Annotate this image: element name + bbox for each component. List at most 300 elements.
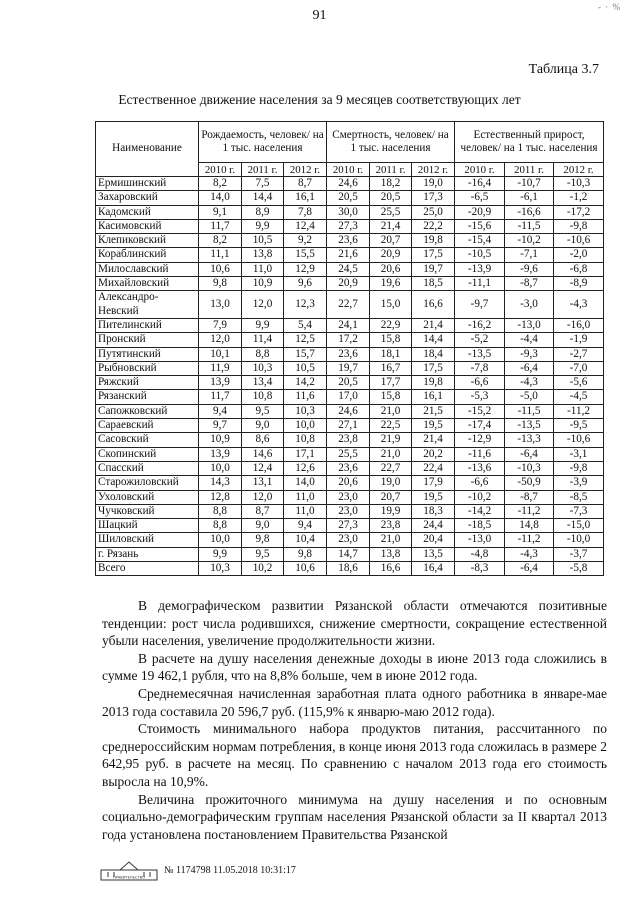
value-cell: -9,7 [455,291,505,319]
value-cell: -11,5 [505,219,554,233]
value-cell: -13,6 [455,461,505,475]
value-cell: 25,5 [370,205,412,219]
value-cell: 19,8 [412,376,455,390]
value-cell: 15,0 [370,291,412,319]
value-cell: 20,2 [412,447,455,461]
value-cell: 8,2 [199,177,242,191]
year-header: 2012 г. [554,163,604,177]
value-cell: -13,5 [505,419,554,433]
value-cell: 18,5 [412,277,455,291]
page-number: 91 [312,8,327,23]
district-name-cell: Спасский [96,461,199,475]
value-cell: 9,5 [242,404,284,418]
value-cell: 22,7 [327,291,370,319]
district-name-cell: Сараевский [96,419,199,433]
value-cell: 13,8 [370,547,412,561]
district-name-cell: г. Рязань [96,547,199,561]
value-cell: -16,0 [554,318,604,332]
value-cell: -2,0 [554,248,604,262]
table-row [96,219,604,233]
value-cell: 19,9 [370,504,412,518]
district-name-cell: Чучковский [96,504,199,518]
value-cell: -5,6 [554,376,604,390]
value-cell: 20,5 [370,191,412,205]
value-cell: 15,7 [284,347,327,361]
value-cell: 15,8 [370,333,412,347]
value-cell: 20,7 [370,490,412,504]
district-name-cell: Александро-Невский [96,291,199,319]
value-cell: 21,4 [370,219,412,233]
birth-rate-header: Рождаемость, человек/ на 1 тыс. населения [199,122,327,163]
value-cell: 9,8 [242,533,284,547]
table-row [96,461,604,475]
value-cell: 24,6 [327,177,370,191]
table-row [96,404,604,418]
value-cell: -2,7 [554,347,604,361]
district-name-cell: Ряжский [96,376,199,390]
value-cell: 12,4 [242,461,284,475]
district-name-cell: Рыбновский [96,361,199,375]
value-cell: 17,5 [412,248,455,262]
value-cell: -6,6 [455,476,505,490]
value-cell: -8,7 [505,490,554,504]
value-cell: 21,0 [370,404,412,418]
table-label: Таблица 3.7 [528,62,599,77]
district-name-cell: Кадомский [96,205,199,219]
value-cell: 13,0 [199,291,242,319]
value-cell: 12,0 [199,333,242,347]
value-cell: -9,3 [505,347,554,361]
paragraph: В демографическом развитии Рязанской области отмечаются позитивные тенденции: рост числа родившихся, снижение смертности, сокращение естественной убыли населения, увеличение продолжительности жизни. [102,598,607,649]
value-cell: -10,6 [554,433,604,447]
seal-caption: ПРАВИТЕЛЬСТВО [112,875,146,880]
value-cell: -6,4 [505,562,554,576]
value-cell: -7,8 [455,361,505,375]
value-cell: 12,4 [284,219,327,233]
value-cell: 14,7 [327,547,370,561]
value-cell: 10,6 [284,562,327,576]
value-cell: 23,6 [327,347,370,361]
value-cell: -1,2 [554,191,604,205]
value-cell: -5,0 [505,390,554,404]
value-cell: 27,3 [327,219,370,233]
value-cell: 18,2 [370,177,412,191]
value-cell: 10,1 [199,347,242,361]
value-cell: 8,8 [242,347,284,361]
value-cell: 11,4 [242,333,284,347]
value-cell: 20,9 [327,277,370,291]
district-name-cell: Клепиковский [96,234,199,248]
value-cell: -9,6 [505,262,554,276]
value-cell: 20,4 [412,533,455,547]
population-table [95,121,604,576]
year-header: 2010 г. [455,163,505,177]
table-row [96,262,604,276]
value-cell: -7,0 [554,361,604,375]
value-cell: -9,5 [554,419,604,433]
value-cell: 23,0 [327,533,370,547]
value-cell: 12,5 [284,333,327,347]
value-cell: -13,9 [455,262,505,276]
value-cell: 25,5 [327,447,370,461]
table-row [96,277,604,291]
value-cell: 10,8 [242,390,284,404]
value-cell: -50,9 [505,476,554,490]
value-cell: 19,0 [370,476,412,490]
value-cell: 11,7 [199,390,242,404]
value-cell: 19,6 [370,277,412,291]
value-cell: -11,1 [455,277,505,291]
value-cell: 10,3 [242,361,284,375]
value-cell: 20,5 [327,376,370,390]
district-name-cell: Сасовский [96,433,199,447]
value-cell: -11,5 [505,404,554,418]
document-stamp: № 1174798 11.05.2018 10:31:17 [164,865,296,876]
value-cell: 10,0 [284,419,327,433]
value-cell: -16,4 [455,177,505,191]
value-cell: 21,4 [412,318,455,332]
death-rate-header: Смертность, человек/ на 1 тыс. населения [327,122,455,163]
value-cell: 14,2 [284,376,327,390]
table-row [96,234,604,248]
value-cell: 11,7 [199,219,242,233]
value-cell: 17,2 [327,333,370,347]
value-cell: 16,1 [284,191,327,205]
district-name-cell: Захаровский [96,191,199,205]
value-cell: 9,4 [284,519,327,533]
value-cell: -7,3 [554,504,604,518]
value-cell: -8,3 [455,562,505,576]
value-cell: 11,6 [284,390,327,404]
value-cell: 11,0 [284,504,327,518]
value-cell: 9,7 [199,419,242,433]
value-cell: 12,3 [284,291,327,319]
value-cell: 14,4 [412,333,455,347]
value-cell: 13,4 [242,376,284,390]
table-row [96,318,604,332]
value-cell: 14,6 [242,447,284,461]
value-cell: 5,4 [284,318,327,332]
value-cell: -17,4 [455,419,505,433]
value-cell: -10,2 [505,234,554,248]
value-cell: 11,0 [242,262,284,276]
value-cell: 10,2 [242,562,284,576]
value-cell: 22,4 [412,461,455,475]
value-cell: -7,1 [505,248,554,262]
value-cell: 13,9 [199,447,242,461]
value-cell: -6,4 [505,447,554,461]
value-cell: 21,4 [412,433,455,447]
value-cell: 9,9 [242,318,284,332]
table-row [96,347,604,361]
year-header: 2010 г. [327,163,370,177]
value-cell: -6,6 [455,376,505,390]
value-cell: 19,7 [327,361,370,375]
value-cell: -9,8 [554,461,604,475]
value-cell: 17,9 [412,476,455,490]
value-cell: -4,3 [554,291,604,319]
table-body [96,177,604,576]
value-cell: 23,8 [370,519,412,533]
table-row [96,433,604,447]
district-name-cell: Шиловский [96,533,199,547]
value-cell: -11,6 [455,447,505,461]
value-cell: 10,3 [284,404,327,418]
value-cell: 30,0 [327,205,370,219]
table-row [96,205,604,219]
table-row [96,533,604,547]
value-cell: 15,8 [370,390,412,404]
value-cell: 14,8 [505,519,554,533]
paragraph: В расчете на душу населения денежные доходы в июне 2013 года сложились в сумме 19 462,1 рубля, что на 8,8% больше, чем в июне 2012 года. [102,650,607,684]
value-cell: 11,1 [199,248,242,262]
value-cell: -4,8 [455,547,505,561]
value-cell: -4,3 [505,547,554,561]
value-cell: -11,2 [505,533,554,547]
value-cell: -5,8 [554,562,604,576]
value-cell: 23,8 [327,433,370,447]
value-cell: -15,0 [554,519,604,533]
value-cell: -9,8 [554,219,604,233]
value-cell: 27,3 [327,519,370,533]
value-cell: 10,0 [199,461,242,475]
value-cell: 22,9 [370,318,412,332]
value-cell: 9,4 [199,404,242,418]
value-cell: 9,2 [284,234,327,248]
value-cell: -13,3 [505,433,554,447]
value-cell: -3,1 [554,447,604,461]
value-cell: -1,9 [554,333,604,347]
value-cell: 23,0 [327,490,370,504]
table-row [96,291,604,319]
value-cell: 25,0 [412,205,455,219]
value-cell: 21,6 [327,248,370,262]
value-cell: 9,0 [242,419,284,433]
value-cell: -6,4 [505,361,554,375]
value-cell: 8,8 [199,504,242,518]
value-cell: 17,3 [412,191,455,205]
year-header: 2011 г. [505,163,554,177]
value-cell: 7,8 [284,205,327,219]
table-row [96,419,604,433]
district-name-cell: Касимовский [96,219,199,233]
value-cell: 11,0 [284,490,327,504]
value-cell: -3,7 [554,547,604,561]
value-cell: 16,7 [370,361,412,375]
table-row [96,476,604,490]
table-row [96,547,604,561]
value-cell: -4,4 [505,333,554,347]
value-cell: 20,6 [327,476,370,490]
value-cell: 16,6 [370,562,412,576]
corner-mark: - · % [598,2,621,12]
value-cell: 11,9 [199,361,242,375]
year-header: 2012 г. [284,163,327,177]
table-row [96,490,604,504]
value-cell: 20,6 [370,262,412,276]
value-cell: 10,4 [284,533,327,547]
value-cell: 9,8 [199,277,242,291]
value-cell: -10,7 [505,177,554,191]
value-cell: 12,8 [199,490,242,504]
value-cell: 8,7 [242,504,284,518]
value-cell: 14,0 [284,476,327,490]
value-cell: 21,0 [370,447,412,461]
value-cell: 18,3 [412,504,455,518]
value-cell: 17,1 [284,447,327,461]
value-cell: 24,1 [327,318,370,332]
value-cell: 23,6 [327,234,370,248]
value-cell: 24,6 [327,404,370,418]
value-cell: 18,1 [370,347,412,361]
value-cell: -6,1 [505,191,554,205]
paragraph: Стоимость минимального набора продуктов питания, рассчитанного по среднероссийским нормам потребления, в конце июня 2013 года сложилась в размере 2 642,95 руб. в расчете на месяц. По сравнению с началом 2013 года его стоимость выросла на 10,9%. [102,721,607,789]
value-cell: 13,8 [242,248,284,262]
value-cell: -10,3 [554,177,604,191]
value-cell: -8,9 [554,277,604,291]
table-row [96,177,604,191]
value-cell: 19,8 [412,234,455,248]
value-cell: -14,2 [455,504,505,518]
value-cell: -15,2 [455,404,505,418]
district-name-cell: Ухоловский [96,490,199,504]
value-cell: 23,6 [327,461,370,475]
value-cell: 9,5 [242,547,284,561]
value-cell: -5,3 [455,390,505,404]
district-name-cell: Всего [96,562,199,576]
value-cell: 24,4 [412,519,455,533]
government-seal-icon [100,860,158,882]
value-cell: 14,4 [242,191,284,205]
value-cell: 27,1 [327,419,370,433]
name-column-header: Наименование [96,122,199,177]
value-cell: 9,9 [199,547,242,561]
value-cell: -10,5 [455,248,505,262]
value-cell: -4,3 [505,376,554,390]
table-row [96,562,604,576]
value-cell: 9,6 [284,277,327,291]
value-cell: 17,5 [412,361,455,375]
value-cell: 16,6 [412,291,455,319]
district-name-cell: Михайловский [96,277,199,291]
value-cell: 22,2 [412,219,455,233]
year-header: 2011 г. [370,163,412,177]
value-cell: 10,8 [284,433,327,447]
value-cell: -11,2 [554,404,604,418]
natural-growth-header: Естественный прирост, человек/ на 1 тыс. населения [455,122,604,163]
value-cell: -13,5 [455,347,505,361]
value-cell: 7,9 [199,318,242,332]
value-cell: 19,7 [412,262,455,276]
value-cell: 9,8 [284,547,327,561]
value-cell: 20,5 [327,191,370,205]
value-cell: 20,7 [370,234,412,248]
value-cell: 24,5 [327,262,370,276]
value-cell: -8,5 [554,490,604,504]
value-cell: -16,2 [455,318,505,332]
value-cell: 21,9 [370,433,412,447]
value-cell: 14,3 [199,476,242,490]
value-cell: -6,5 [455,191,505,205]
value-cell: -10,2 [455,490,505,504]
table-row [96,248,604,262]
table-row [96,376,604,390]
value-cell: 8,7 [284,177,327,191]
value-cell: 10,6 [199,262,242,276]
value-cell: 10,9 [242,277,284,291]
value-cell: 9,1 [199,205,242,219]
district-name-cell: Рязанский [96,390,199,404]
value-cell: -15,4 [455,234,505,248]
district-name-cell: Милославский [96,262,199,276]
year-header: 2011 г. [242,163,284,177]
table-row [96,333,604,347]
table-row [96,390,604,404]
value-cell: 19,5 [412,490,455,504]
value-cell: 7,5 [242,177,284,191]
value-cell: -8,7 [505,277,554,291]
value-cell: -18,5 [455,519,505,533]
value-cell: -3,0 [505,291,554,319]
table-row [96,361,604,375]
district-name-cell: Шацкий [96,519,199,533]
value-cell: 17,7 [370,376,412,390]
body-text [102,597,607,843]
value-cell: -13,0 [455,533,505,547]
value-cell: 8,9 [242,205,284,219]
value-cell: 12,9 [284,262,327,276]
value-cell: 15,5 [284,248,327,262]
table-row [96,504,604,518]
value-cell: 8,8 [199,519,242,533]
value-cell: 10,3 [199,562,242,576]
value-cell: 21,0 [370,533,412,547]
paragraph: Среднемесячная начисленная заработная плата одного работника в январе-мае 2013 года составила 20 596,7 руб. (115,9% к январю-маю 2012 года). [102,685,607,719]
value-cell: 9,9 [242,219,284,233]
value-cell: 21,5 [412,404,455,418]
value-cell: 10,9 [199,433,242,447]
footer [100,860,500,884]
value-cell: 8,2 [199,234,242,248]
value-cell: -6,8 [554,262,604,276]
value-cell: 17,0 [327,390,370,404]
table-title: Естественное движение населения за 9 месяцев соответствующих лет [118,92,521,107]
value-cell: 12,6 [284,461,327,475]
value-cell: -4,5 [554,390,604,404]
value-cell: 9,0 [242,519,284,533]
value-cell: -13,0 [505,318,554,332]
value-cell: 19,0 [412,177,455,191]
value-cell: 22,5 [370,419,412,433]
value-cell: 10,0 [199,533,242,547]
value-cell: 18,6 [327,562,370,576]
value-cell: 20,9 [370,248,412,262]
year-header: 2012 г. [412,163,455,177]
value-cell: 13,1 [242,476,284,490]
district-name-cell: Сапожковский [96,404,199,418]
district-name-cell: Старожиловский [96,476,199,490]
value-cell: 12,0 [242,490,284,504]
table-row [96,519,604,533]
value-cell: -11,2 [505,504,554,518]
value-cell: -15,6 [455,219,505,233]
district-name-cell: Скопинский [96,447,199,461]
value-cell: 10,5 [242,234,284,248]
district-name-cell: Кораблинский [96,248,199,262]
value-cell: 14,0 [199,191,242,205]
value-cell: -20,9 [455,205,505,219]
paragraph: Величина прожиточного минимума на душу населения и по основным социально-демографическим группам населения Рязанской области за II квартал 2013 года установлена постановлением Правительства Рязанской [102,791,607,842]
